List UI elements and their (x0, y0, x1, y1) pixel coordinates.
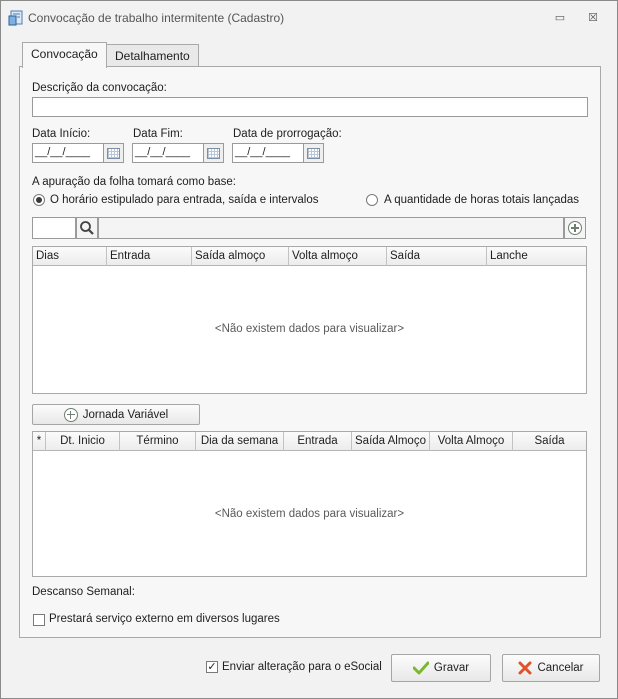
calendar-icon (307, 148, 320, 159)
enviar-esocial-checkbox[interactable]: ✓ (207, 661, 217, 673)
cancelar-label: Cancelar (537, 662, 584, 674)
servico-externo-label[interactable]: Prestará serviço externo em diversos lugares (49, 613, 280, 625)
add-circle-icon (568, 221, 582, 235)
col-lanche[interactable]: Lanche (490, 250, 528, 262)
col-termino[interactable]: Término (120, 432, 196, 451)
add-row-button[interactable] (564, 217, 586, 239)
gravar-label: Gravar (433, 662, 470, 674)
data-fim-label: Data Fim: (133, 128, 183, 140)
col-saida-almoco[interactable]: Saída Almoço (352, 432, 430, 451)
radio-horario-label[interactable]: O horário estipulado para entrada, saída e intervalos (50, 194, 319, 206)
col-dia-semana[interactable]: Dia da semana (196, 432, 284, 451)
calendar-icon (207, 148, 220, 159)
col-marker: * (33, 432, 46, 451)
data-prorrogacao-label: Data de prorrogação: (233, 128, 342, 140)
col-saida[interactable]: Saída (387, 247, 487, 266)
data-prorrogacao-calendar-button[interactable] (304, 143, 324, 163)
col-saida[interactable]: Saída (534, 435, 565, 447)
jornada-variavel-label: Jornada Variável (82, 408, 169, 421)
cancelar-button[interactable] (502, 654, 600, 682)
col-volta-almoco[interactable]: Volta Almoço (430, 432, 513, 451)
descricao-label: Descrição da convocação: (32, 82, 167, 94)
jornada-grid-header (33, 432, 586, 451)
close-icon[interactable]: ☒ (588, 12, 598, 24)
data-inicio-calendar-button[interactable] (104, 143, 124, 163)
horarios-empty-message: <Não existem dados para visualizar> (214, 323, 405, 335)
tab-detalhamento[interactable]: Detalhamento (106, 44, 199, 68)
jornada-empty-message: <Não existem dados para visualizar> (214, 508, 405, 520)
title-bar (1, 1, 617, 35)
descanso-semanal-label: Descanso Semanal: (32, 586, 135, 598)
search-icon (77, 218, 97, 238)
gravar-button[interactable] (391, 654, 491, 682)
data-fim-input[interactable]: __/__/____ (132, 143, 204, 163)
checkmark-icon (413, 661, 429, 675)
col-volta-almoco[interactable]: Volta almoço (289, 247, 387, 266)
jornada-grid[interactable] (32, 431, 587, 577)
col-dt-inicio[interactable]: Dt. Inicio (46, 432, 120, 451)
form-app-icon (8, 10, 24, 26)
apuracao-label: A apuração da folha tomará como base: (32, 176, 236, 188)
enviar-esocial-label[interactable]: Enviar alteração para o eSocial (222, 661, 382, 673)
data-inicio-input[interactable]: __/__/____ (32, 143, 104, 163)
horarios-grid-header (33, 247, 586, 266)
jornada-variavel-button[interactable] (32, 404, 200, 425)
filter-bar (98, 217, 564, 239)
tab-convocacao[interactable]: Convocação (22, 42, 107, 68)
col-dias[interactable]: Dias (33, 247, 107, 266)
radio-horario-estipulado[interactable] (33, 194, 45, 206)
servico-externo-checkbox[interactable] (33, 614, 45, 626)
calendar-icon (107, 148, 120, 159)
radio-horas-totais[interactable] (366, 194, 378, 206)
add-circle-icon (64, 408, 78, 422)
restore-icon[interactable]: ▭ (554, 12, 566, 24)
data-fim-calendar-button[interactable] (204, 143, 224, 163)
data-inicio-label: Data Início: (32, 128, 91, 140)
window-title: Convocação de trabalho intermitente (Cadastro) (28, 11, 285, 25)
horarios-grid[interactable] (32, 246, 587, 394)
col-entrada[interactable]: Entrada (107, 247, 192, 266)
radio-horas-label[interactable]: A quantidade de horas totais lançadas (384, 194, 580, 206)
search-button[interactable] (76, 217, 98, 239)
descricao-input[interactable] (32, 97, 588, 117)
col-saida-almoco[interactable]: Saída almoço (192, 247, 289, 266)
search-input[interactable] (32, 217, 76, 239)
data-prorrogacao-input[interactable]: __/__/____ (232, 143, 304, 163)
cancel-x-icon (518, 661, 532, 675)
col-entrada[interactable]: Entrada (284, 432, 352, 451)
